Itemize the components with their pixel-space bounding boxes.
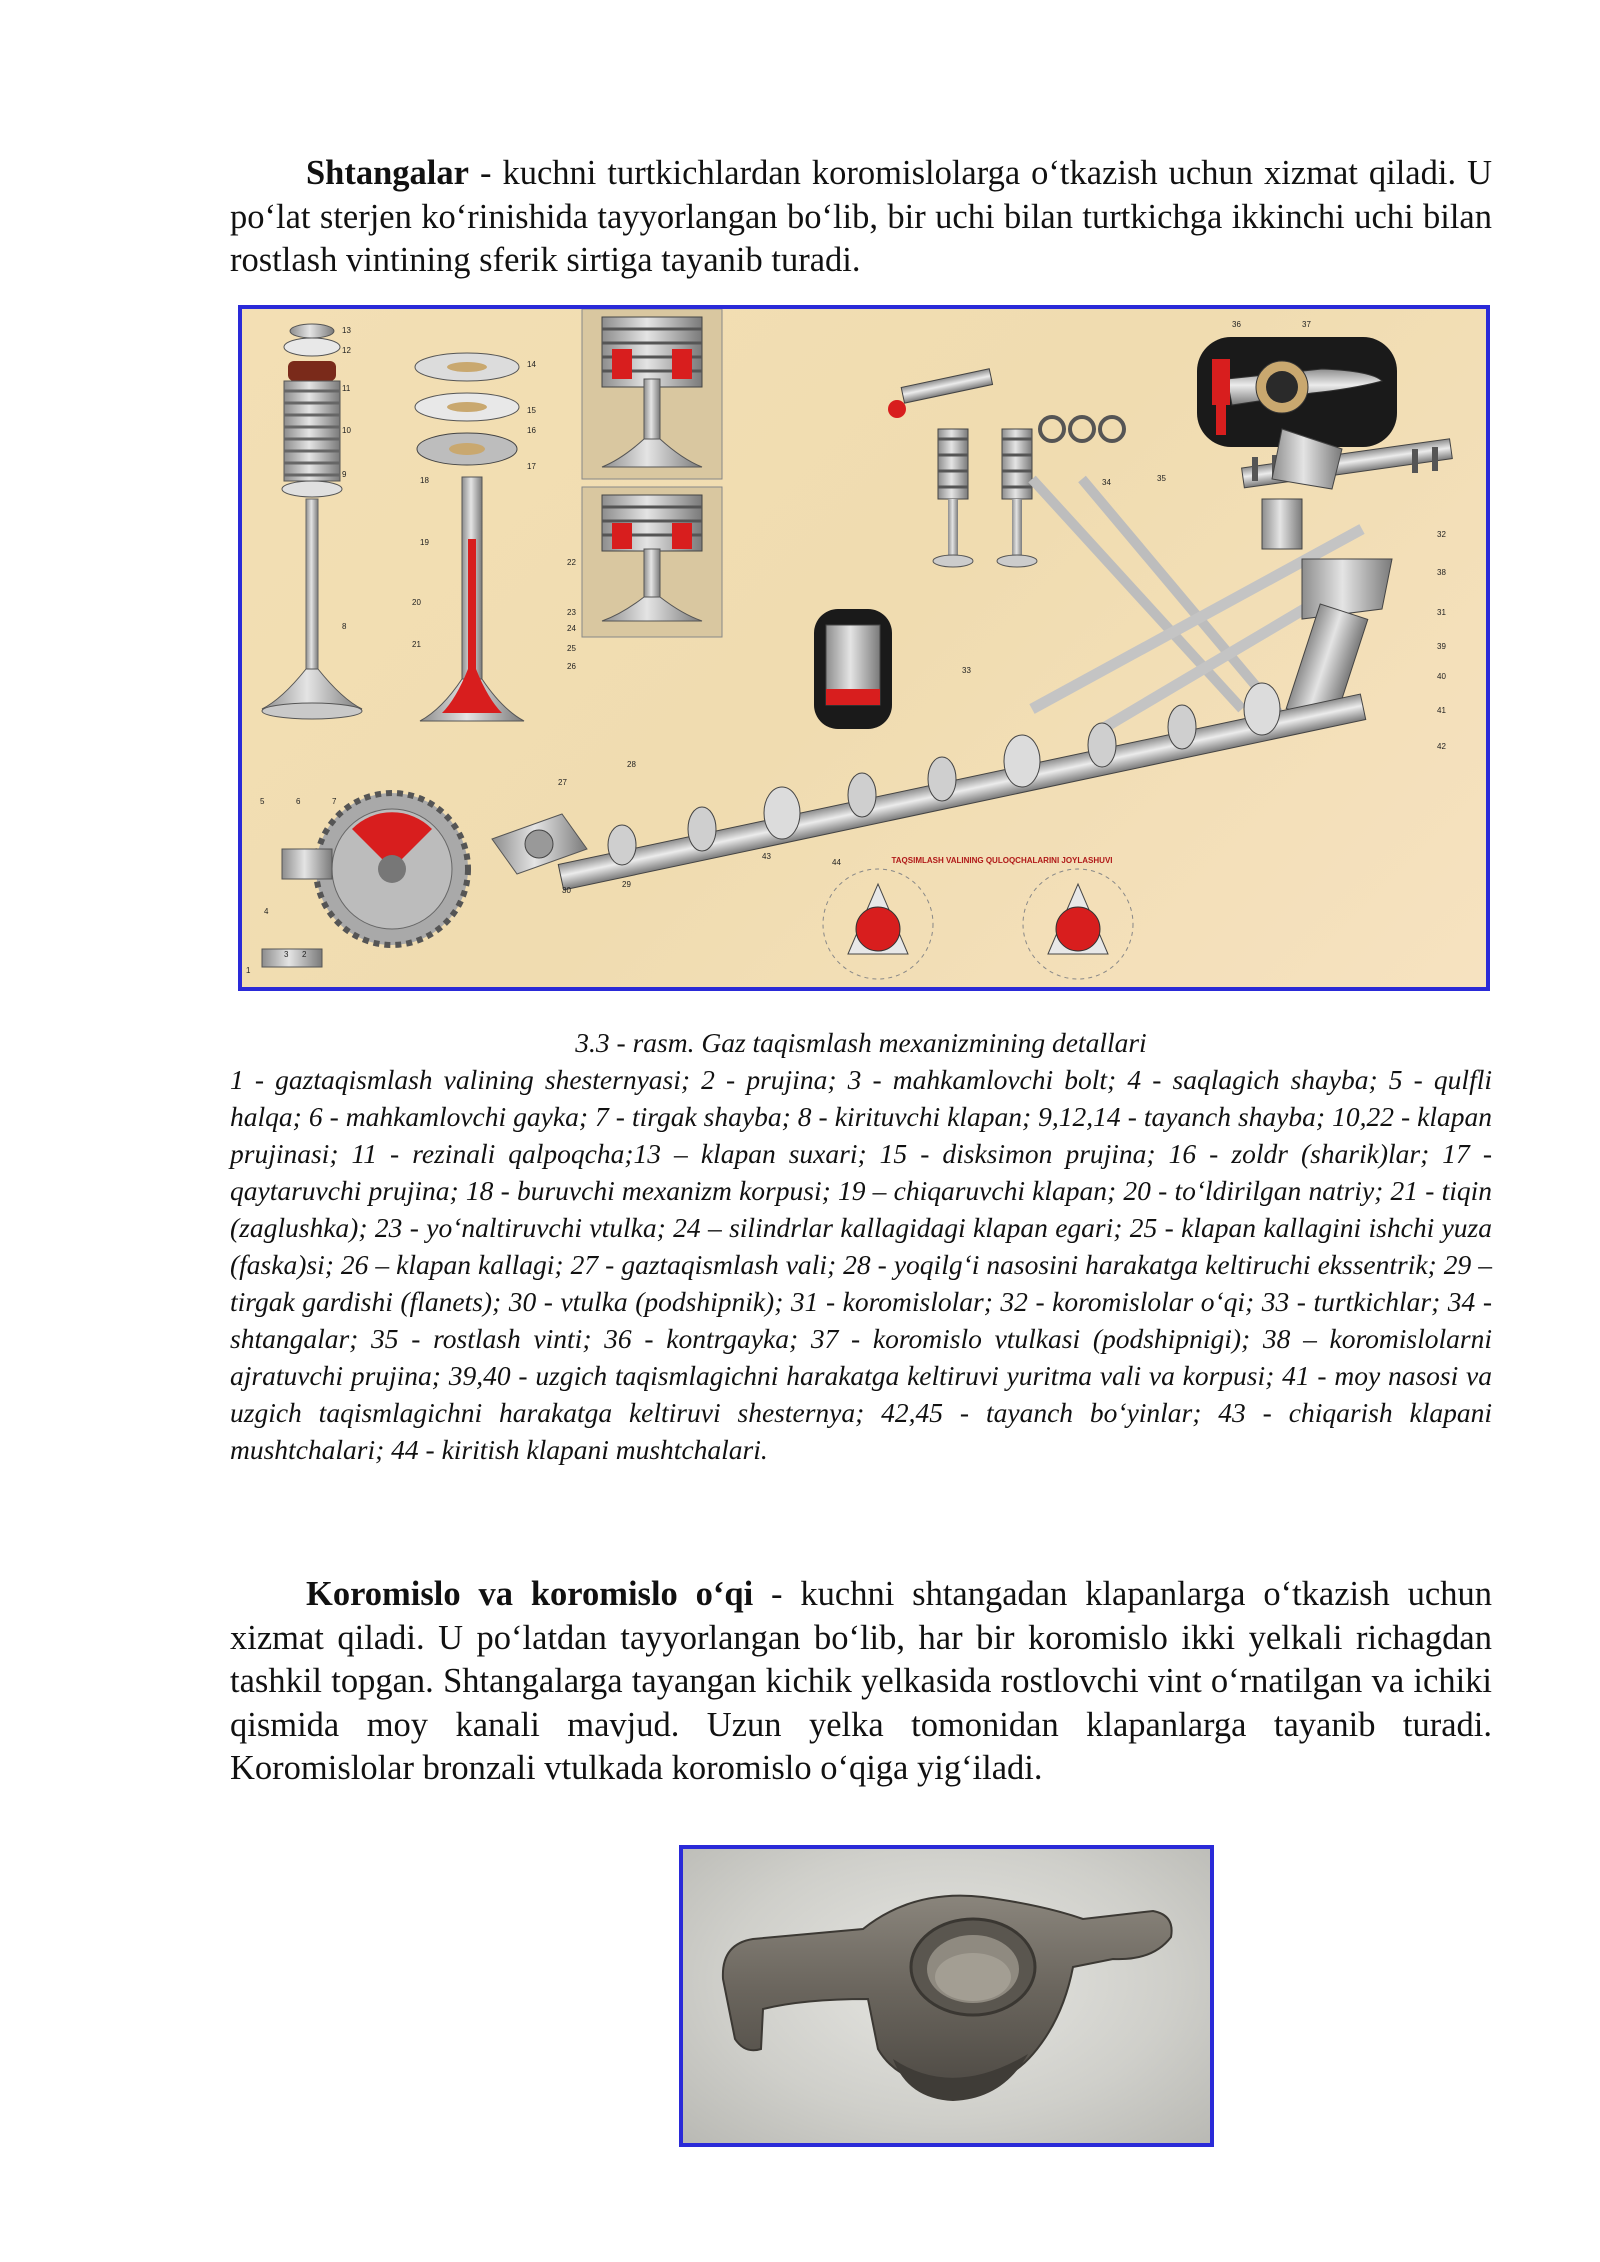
term-shtangalar: Shtangalar bbox=[306, 154, 469, 192]
callout-10: 10 bbox=[342, 426, 351, 435]
cam-diagram-label: TAQSIMLASH VALINING QULOQCHALARINI JOYLASHUVI bbox=[891, 856, 1113, 865]
callout-17: 17 bbox=[527, 462, 536, 471]
callout-16: 16 bbox=[527, 426, 536, 435]
callout-6: 6 bbox=[296, 797, 301, 806]
tappet-inset bbox=[814, 609, 892, 729]
callout-43: 43 bbox=[762, 852, 771, 861]
callout-8: 8 bbox=[342, 622, 347, 631]
callout-26: 26 bbox=[567, 662, 576, 671]
figure-caption-legend: 1 - gaztaqismlash valining shesternyasi; 2 - prujina; 3 - mahkamlovchi bolt; 4 - saqlagich shayba; 5 - qulfli halqa; 6 - mahkamlovchi gayka; 7 - tirgak shayba; 8 - kirituvchi klapan; 9,12,14 - tayanch shayba; 10,22 - klapan prujinasi; 11 - rezinali qalpoqcha;13 – klapan suxari; 15 - disksimon prujina; 16 - zoldr (sharik)lar; 17 - qaytaruvchi prujina; 18 - buruvchi mexanizm korpusi; 19 – chiqaruvchi klapan; 20 - toʻldirilgan natriy; 21 - tiqin (zaglushka); 23 - yoʻnaltiruvchi vtulka; 24 – silindrlar kallagidagi klapan egari; 25 - klapan kallagini ishchi yuza (faska)si; 26 – klapan kallagi; 27 - gaztaqismlash vali; 28 - yoqilgʻi nasosini harakatga keltiruchi ekssentrik; 29 – tirgak gardishi (flanets); 30 - vtulka (podshipnik); 31 - koromislolar; 32 - koromislolar oʻqi; 33 - turtkichlar; 34 - shtangalar; 35 - rostlash vinti; 36 - kontrgayka; 37 - koromislo vtulkasi (podshipnigi); 38 – koromislolarni ajratuvchi prujina; 39,40 - uzgich taqismlagichni harakatga keltiruvi yuritma vali va korpusi; 41 - moy nasosi va uzgich taqismlagichni harakatga keltiruvi shesternya; 42,45 - tayanch boʻyinlar; 43 - chiqarish klapani mushtchalari; 44 - kiritish klapani mushtchalari. bbox=[230, 1064, 1492, 1465]
callout-14: 14 bbox=[527, 360, 536, 369]
callout-34: 34 bbox=[1102, 478, 1111, 487]
callout-35: 35 bbox=[1157, 474, 1166, 483]
callout-32: 32 bbox=[1437, 530, 1446, 539]
callout-39: 39 bbox=[1437, 642, 1446, 651]
callout-4: 4 bbox=[264, 907, 269, 916]
callout-28: 28 bbox=[627, 760, 636, 769]
callout-3: 3 bbox=[284, 950, 289, 959]
rocker-inset bbox=[1197, 337, 1397, 447]
callout-21: 21 bbox=[412, 640, 421, 649]
callout-18: 18 bbox=[420, 476, 429, 485]
callout-7: 7 bbox=[332, 797, 337, 806]
callout-23: 23 bbox=[567, 608, 576, 617]
figure-caption-title: 3.3 - rasm. Gaz taqismlash mexanizmining detallari bbox=[575, 1027, 1147, 1058]
callout-41: 41 bbox=[1437, 706, 1446, 715]
callout-33: 33 bbox=[962, 666, 971, 675]
callout-1: 1 bbox=[246, 966, 251, 975]
callout-20: 20 bbox=[412, 598, 421, 607]
exhaust-valve-sodium bbox=[420, 477, 524, 721]
paragraph-shtangalar bbox=[230, 152, 1492, 283]
callout-36: 36 bbox=[1232, 320, 1241, 329]
callout-42: 42 bbox=[1437, 742, 1446, 751]
callout-40: 40 bbox=[1437, 672, 1446, 681]
callout-12: 12 bbox=[342, 346, 351, 355]
cam-timing-diagrams bbox=[823, 869, 1133, 979]
washer-stack bbox=[415, 353, 519, 465]
paragraph-koromislo bbox=[230, 1573, 1492, 1791]
callout-5: 5 bbox=[260, 797, 265, 806]
callout-25: 25 bbox=[567, 644, 576, 653]
callout-29: 29 bbox=[622, 880, 631, 889]
rocker-arm-photo bbox=[683, 1849, 1210, 2143]
callout-9: 9 bbox=[342, 470, 347, 479]
callout-37: 37 bbox=[1302, 320, 1311, 329]
callout-2: 2 bbox=[302, 950, 307, 959]
figure-valve-mechanism-parts bbox=[238, 305, 1490, 991]
callout-22: 22 bbox=[567, 558, 576, 567]
valve-seat-section-bottom bbox=[582, 487, 722, 637]
exploded-parts-drawing bbox=[242, 309, 1486, 987]
callout-44: 44 bbox=[832, 858, 841, 867]
paragraph-text: - kuchni turtkichlardan koromislolarga oʻtkazish uchun xizmat qiladi. U poʻlat sterjen koʻrinishida tayyorlangan boʻlib, bir uchi bilan turtkichga ikkinchi uchi bilan rostlash vintining sferik sirtiga tayanib turadi. bbox=[230, 154, 1492, 279]
callout-15: 15 bbox=[527, 406, 536, 415]
term-koromislo: Koromislo va koromislo oʻqi bbox=[306, 1575, 754, 1613]
callout-13: 13 bbox=[342, 326, 351, 335]
callout-31: 31 bbox=[1437, 608, 1446, 617]
callout-11: 11 bbox=[342, 384, 351, 393]
timing-gear bbox=[262, 793, 468, 967]
figure-rocker-arm-photo bbox=[679, 1845, 1214, 2147]
callout-24: 24 bbox=[567, 624, 576, 633]
paragraph-text: - kuchni shtangadan klapanlarga oʻtkazish uchun xizmat qiladi. U poʻlatdan tayyorlangan boʻlib, har bir koromislo ikki yelkali richagdan tashkil topgan. Shtangalarga tayangan kichik yelkasida rostlovchi vint oʻrnatilgan va ichiki qismida moy kanali mavjud. Uzun yelka tomonidan klapanlarga tayanib turadi. Koromislolar bronzali vtulkada koromislo oʻqiga yigʻiladi. bbox=[230, 1575, 1492, 1787]
callout-27: 27 bbox=[558, 778, 567, 787]
callout-38: 38 bbox=[1437, 568, 1446, 577]
valve-seat-section-top bbox=[582, 309, 722, 479]
callout-19: 19 bbox=[420, 538, 429, 547]
callout-30: 30 bbox=[562, 886, 571, 895]
